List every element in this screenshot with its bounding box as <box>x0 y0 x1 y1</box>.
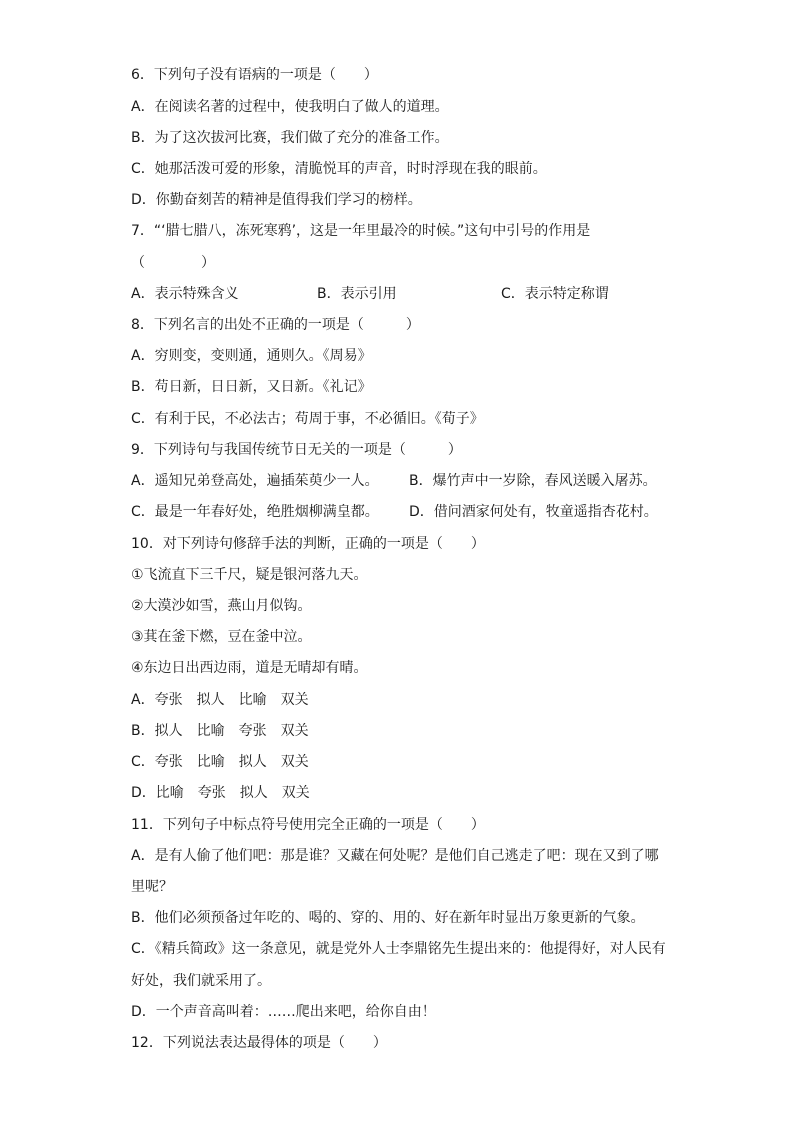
question-11-option-b: B．他们必须预备过年吃的、喝的、穿的、用的、好在新年时显出万象更新的气象。 <box>131 910 645 926</box>
question-8-option-b: B．苟日新，日日新，又日新。《礼记》 <box>131 379 372 395</box>
question-6-option-b: B．为了这次拔河比赛，我们做了充分的准备工作。 <box>131 130 449 146</box>
question-8-option-c: C．有利于民，不必法古；苟周于事，不必循旧。《荀子》 <box>131 411 484 427</box>
question-10-line-1: ①飞流直下三千尺，疑是银河落九天。 <box>131 567 368 583</box>
question-11-option-a-line-2: 里呢？ <box>131 879 173 895</box>
question-9-option-c: C．最是一年春好处，绝胜烟柳满皇都。 <box>131 504 379 520</box>
question-7-stem: 7．“‘腊七腊八，冻死寒鸦’，这是一年里最冷的时候。”这句中引号的作用是 <box>131 223 591 239</box>
question-7-option-a: A．表示特殊含义 <box>131 286 239 302</box>
question-9-option-d: D．借问酒家何处有，牧童遥指杏花村。 <box>409 504 658 520</box>
question-6-stem: 6．下列句子没有语病的一项是（ ） <box>131 67 378 83</box>
question-10-stem: 10．对下列诗句修辞手法的判断，正确的一项是（ ） <box>131 536 485 552</box>
question-11-option-c-line-1: C．《精兵简政》这一条意见，就是党外人士李鼎铭先生提出来的：他提得好，对人民有 <box>131 941 666 957</box>
question-10-option-b: B．拟人 比喻 夸张 双关 <box>131 723 309 739</box>
question-6-option-d: D．你勤奋刻苦的精神是值得我们学习的榜样。 <box>131 192 422 208</box>
question-10-option-a: A．夸张 拟人 比喻 双关 <box>131 692 309 708</box>
question-12-stem: 12．下列说法表达最得体的项是（ ） <box>131 1035 387 1051</box>
question-9-option-b: B．爆竹声中一岁除，春风送暖入屠苏。 <box>409 473 657 489</box>
question-9-stem: 9．下列诗句与我国传统节日无关的一项是（ ） <box>131 442 462 458</box>
question-11-stem: 11．下列句子中标点符号使用完全正确的一项是（ ） <box>131 817 485 833</box>
question-7-option-c: C．表示特定称谓 <box>501 286 609 302</box>
question-6-option-a: A．在阅读名著的过程中，使我明白了做人的道理。 <box>131 99 449 115</box>
question-11-option-d: D．一个声音高叫着：……爬出来吧，给你自由！ <box>131 1004 436 1020</box>
question-9-option-a: A．遥知兄弟登高处，遍插茱萸少一人。 <box>131 473 379 489</box>
question-8-option-a: A．穷则变，变则通，通则久。《周易》 <box>131 348 372 364</box>
question-11-option-a-line-1: A．是有人偷了他们吧：那是谁？又藏在何处呢？是他们自己逃走了吧：现在又到了哪 <box>131 848 659 864</box>
question-10-line-4: ④东边日出西边雨，道是无晴却有晴。 <box>131 660 368 676</box>
question-7-option-b: B．表示引用 <box>317 286 397 302</box>
question-7-stem-continued: （ ） <box>131 255 215 271</box>
question-8-stem: 8．下列名言的出处不正确的一项是（ ） <box>131 317 420 333</box>
question-10-option-c: C．夸张 比喻 拟人 双关 <box>131 754 309 770</box>
question-10-line-3: ③萁在釜下燃，豆在釜中泣。 <box>131 629 312 645</box>
question-11-option-c-line-2: 好处，我们就采用了。 <box>131 973 271 989</box>
question-10-line-2: ②大漠沙如雪，燕山月似钩。 <box>131 598 312 614</box>
question-10-option-d: D．比喻 夸张 拟人 双关 <box>131 785 310 801</box>
question-6-option-c: C．她那活泼可爱的形象，清脆悦耳的声音，时时浮现在我的眼前。 <box>131 161 547 177</box>
